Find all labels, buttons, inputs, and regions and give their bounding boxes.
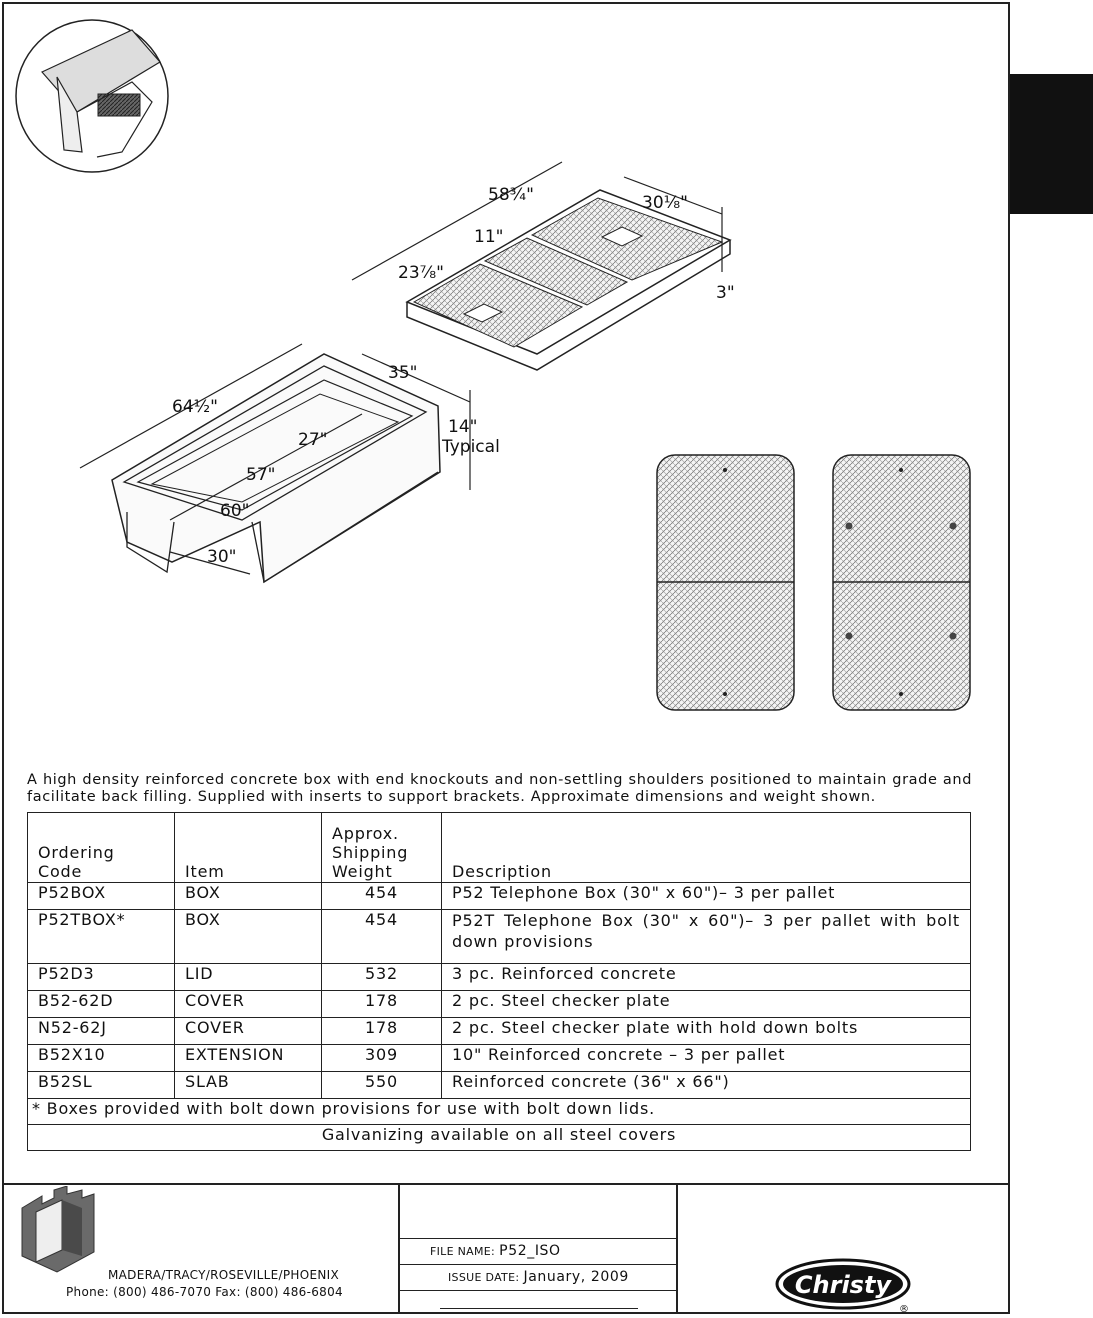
box-width-label: 30" <box>207 547 237 567</box>
title-block-row-line <box>398 1290 676 1291</box>
file-name-row <box>430 1243 561 1259</box>
box-height-label: 14" <box>448 417 478 437</box>
title-block-row-line <box>398 1264 676 1265</box>
title-block-divider-1 <box>398 1183 400 1314</box>
title-block-row-line <box>398 1238 676 1239</box>
row-description: 2 pc. Steel checker plate <box>442 991 971 1018</box>
issue-date-value: January, 2009 <box>523 1269 629 1285</box>
product-description: A high density reinforced concrete box with end knockouts and non-settling shoulders positioned to maintain grade and facilitate back filling. Supplied with inserts to support brackets. Approximate dimensions and weight shown. <box>27 772 972 805</box>
row-description: P52 Telephone Box (30" x 60")– 3 per pallet <box>442 883 971 910</box>
row-weight: 178 <box>322 991 442 1018</box>
box-length-label: 60" <box>220 501 250 521</box>
header-weight: Approx. Shipping Weight <box>322 813 442 883</box>
cover-plate-left <box>657 455 794 710</box>
row-code: N52-62J <box>28 1018 175 1045</box>
table-row <box>28 910 971 964</box>
row-weight: 454 <box>322 883 442 910</box>
galvanizing-note: Galvanizing available on all steel covers <box>28 1125 971 1151</box>
christy-logo <box>775 1256 915 1316</box>
title-block-top-line <box>2 1183 1010 1185</box>
header-item: Item <box>175 813 322 883</box>
box-inner-width-label: 27" <box>298 430 328 450</box>
galvanizing-row <box>28 1125 971 1151</box>
row-weight: 178 <box>322 1018 442 1045</box>
row-description: P52T Telephone Box (30" x 60")– 3 per pallet with bolt down provisions <box>442 910 971 964</box>
row-code: P52BOX <box>28 883 175 910</box>
issue-date-row <box>448 1269 629 1285</box>
registered-mark: ® <box>899 1304 909 1315</box>
row-item: BOX <box>175 910 322 964</box>
table-row <box>28 1018 971 1045</box>
table-row <box>28 1072 971 1099</box>
box-height-note: Typical <box>442 437 500 457</box>
file-name-label: FILE NAME: <box>430 1245 496 1258</box>
box-outer-length-label: 64½" <box>172 397 218 417</box>
issue-date-label: ISSUE DATE: <box>448 1271 520 1284</box>
technical-drawing <box>2 2 1010 772</box>
header-ordering-code: Ordering Code <box>28 813 175 883</box>
row-item: EXTENSION <box>175 1045 322 1072</box>
footnote-row <box>28 1099 971 1125</box>
phone-fax: Phone: (800) 486-7070 Fax: (800) 486-6804 <box>66 1285 343 1299</box>
row-item: COVER <box>175 991 322 1018</box>
row-item: LID <box>175 964 322 991</box>
box-drawing <box>112 354 440 582</box>
row-code: P52D3 <box>28 964 175 991</box>
row-description: Reinforced concrete (36" x 66") <box>442 1072 971 1099</box>
row-code: B52-62D <box>28 991 175 1018</box>
table-row <box>28 991 971 1018</box>
row-item: BOX <box>175 883 322 910</box>
row-item: SLAB <box>175 1072 322 1099</box>
row-weight: 454 <box>322 910 442 964</box>
lid-drawing <box>407 190 730 370</box>
signature-line <box>440 1308 638 1309</box>
lid-width-label: 30⅛" <box>642 193 688 213</box>
table-row <box>28 1045 971 1072</box>
table-row <box>28 883 971 910</box>
company-castle-logo <box>12 1186 112 1276</box>
row-description: 10" Reinforced concrete – 3 per pallet <box>442 1045 971 1072</box>
row-description: 2 pc. Steel checker plate with hold down bolts <box>442 1018 971 1045</box>
footnote: * Boxes provided with bolt down provisions for use with bolt down lids. <box>28 1099 971 1125</box>
box-inner-length-label: 57" <box>246 465 276 485</box>
spec-table <box>27 812 971 1151</box>
box-outer-width-label: 35" <box>388 363 418 383</box>
side-tab <box>1010 74 1093 214</box>
row-weight: 309 <box>322 1045 442 1072</box>
lid-end-label: 23⅞" <box>398 263 444 283</box>
row-weight: 532 <box>322 964 442 991</box>
lid-center-label: 11" <box>474 227 504 247</box>
table-header-row <box>28 813 971 883</box>
locations: MADERA/TRACY/ROSEVILLE/PHOENIX <box>108 1268 339 1282</box>
lid-thickness-label: 3" <box>716 283 735 303</box>
lid-length-label: 58¾" <box>488 185 534 205</box>
cover-plate-right <box>833 455 970 710</box>
detail-circle <box>16 20 168 172</box>
row-weight: 550 <box>322 1072 442 1099</box>
row-description: 3 pc. Reinforced concrete <box>442 964 971 991</box>
file-name-value: P52_ISO <box>499 1243 561 1259</box>
table-row <box>28 964 971 991</box>
row-code: B52X10 <box>28 1045 175 1072</box>
row-item: COVER <box>175 1018 322 1045</box>
header-description: Description <box>442 813 971 883</box>
christy-logo-text: Christy <box>794 1271 892 1299</box>
row-code: P52TBOX* <box>28 910 175 964</box>
title-block-divider-2 <box>676 1183 678 1314</box>
row-code: B52SL <box>28 1072 175 1099</box>
